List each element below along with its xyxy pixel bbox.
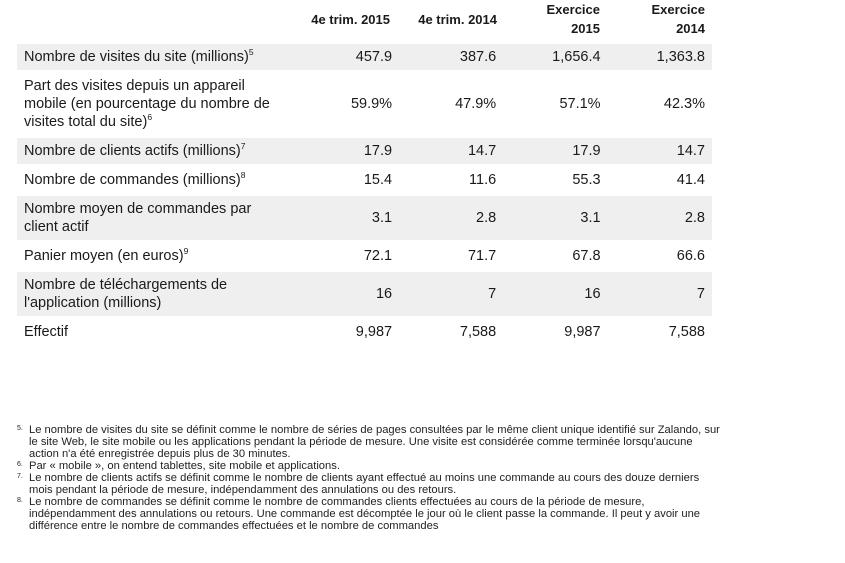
footnote-ref: 8 — [240, 170, 246, 181]
value-cell: 16 — [503, 272, 607, 316]
row-label — [17, 196, 295, 240]
row-label — [17, 243, 295, 269]
value-cell: 17.9 — [503, 138, 607, 164]
value-cell: 3.1 — [503, 196, 607, 240]
table-row — [17, 73, 712, 135]
row-label-text: Nombre de visites du site (millions) — [24, 49, 249, 65]
value-cell: 7 — [399, 272, 503, 316]
value-cell: 15.4 — [363, 172, 393, 188]
footnote-ref: 6 — [147, 112, 153, 123]
value-cell: 7,588 — [459, 324, 497, 340]
footnote-text: Par « mobile », on entend tablettes, site mobile et applications. — [29, 460, 340, 472]
column-header-fy-2014 — [610, 0, 705, 38]
footnote-number: 8. — [17, 497, 23, 504]
value-cell: 2.8 — [399, 196, 503, 240]
value-cell: 16 — [295, 272, 399, 316]
column-header-line: Exercice — [546, 2, 600, 17]
value-cell: 71.7 — [467, 248, 497, 264]
value-cell: 66.6 — [676, 248, 705, 264]
row-label — [17, 44, 295, 70]
value-cell: 9,987 — [564, 324, 601, 340]
value-cell: 457.9 — [295, 44, 399, 70]
value-cell: 1,656.4 — [503, 44, 607, 70]
row-label — [17, 167, 295, 193]
row-label — [17, 319, 295, 345]
column-header-fy-2015 — [505, 0, 600, 38]
column-header-line: 2015 — [571, 21, 600, 36]
row-label-text: Effectif — [24, 324, 69, 340]
kpi-table — [17, 41, 712, 348]
row-label-text: Panier moyen (en euros) — [24, 248, 184, 264]
value-cell: 47.9% — [455, 96, 497, 112]
footnote-ref: 7 — [240, 141, 246, 152]
value-cell: 57.1% — [559, 96, 601, 112]
value-cell: 14.7 — [399, 138, 503, 164]
row-label-text: Nombre de clients actifs (millions) — [24, 143, 241, 159]
footnote-text: Le nombre de clients actifs se définit comme le nombre de clients ayant effectué au moins une commande au cours des douze derniers mois pendant la période de mesure, indépendamment des annulations ou des retours. — [29, 472, 700, 496]
row-label-text: Part des visites depuis un appareil mobile (en pourcentage du nombre de visites total du site) — [24, 78, 270, 130]
kpi-table-body — [17, 44, 712, 345]
footnotes — [17, 424, 722, 532]
footnote — [17, 496, 722, 532]
value-cell: 55.3 — [572, 172, 601, 188]
row-label — [17, 272, 295, 316]
value-cell: 72.1 — [363, 248, 393, 264]
column-header-line: 2014 — [676, 21, 705, 36]
value-cell: 7 — [608, 272, 712, 316]
footnote-ref: 9 — [183, 246, 189, 257]
column-header-q4-2015: 4e trim. 2015 — [311, 12, 390, 27]
footnote-ref: 5 — [248, 47, 254, 58]
value-cell: 41.4 — [676, 172, 705, 188]
footnote-text: Le nombre de commandes se définit comme le nombre de commandes clients effectuées au cours de la période de mesure, indépendamment des annulations ou retours. Une commande est décomptée le jour où le client passe la commande. Il peut y avoir une différence entre le nombre de commandes effectuées et le nombre de commandes — [29, 496, 701, 532]
table-row — [17, 319, 712, 345]
table-row — [17, 243, 712, 269]
value-cell: 14.7 — [608, 138, 712, 164]
value-cell: 387.6 — [399, 44, 503, 70]
row-label — [17, 138, 295, 164]
footnote — [17, 472, 722, 496]
table-row — [17, 44, 712, 70]
row-label — [17, 73, 295, 135]
footnote — [17, 424, 722, 460]
value-cell: 3.1 — [295, 196, 399, 240]
table-row — [17, 138, 712, 164]
table-row — [17, 196, 712, 240]
value-cell: 67.8 — [572, 248, 601, 264]
value-cell: 7,588 — [668, 324, 705, 340]
table-row — [17, 167, 712, 193]
row-label-text: Nombre moyen de commandes par client actif — [24, 201, 252, 235]
value-cell: 2.8 — [608, 196, 712, 240]
footnote-number: 7. — [17, 473, 23, 480]
footnote — [17, 460, 722, 472]
footnote-number: 5. — [17, 425, 23, 432]
table-row — [17, 272, 712, 316]
value-cell: 9,987 — [355, 324, 393, 340]
row-label-text: Nombre de commandes (millions) — [24, 172, 241, 188]
value-cell: 17.9 — [295, 138, 399, 164]
footnote-text: Le nombre de visites du site se définit comme le nombre de séries de pages consultées par le même client unique identifié sur Zalando, sur le site Web, le site mobile ou les applications pendant la période de mesure. Une visite est considérée comme terminée lorsqu'aucune action n'a été enregistrée depuis plus de 30 minutes. — [29, 424, 720, 460]
row-label-text: Nombre de téléchargements de l'application (millions) — [24, 277, 228, 311]
column-header-line: Exercice — [651, 2, 705, 17]
value-cell: 42.3% — [663, 96, 705, 112]
value-cell: 59.9% — [350, 96, 393, 112]
value-cell: 1,363.8 — [608, 44, 712, 70]
value-cell: 11.6 — [469, 172, 497, 188]
column-header-q4-2014: 4e trim. 2014 — [418, 12, 497, 27]
footnote-number: 6. — [17, 461, 23, 468]
